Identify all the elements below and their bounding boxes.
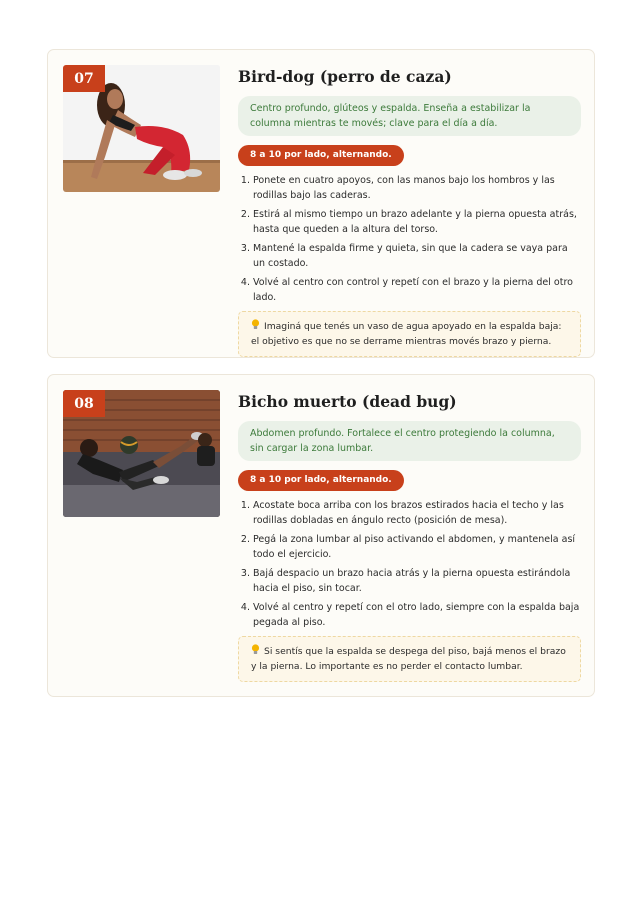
step-item: 2. Pegá la zona lumbar al piso activando el abdomen, y mantenela así todo el ejercicio.: [253, 532, 581, 562]
lightbulb-icon: [251, 644, 260, 655]
reps-badge: 8 a 10 por lado, alternando.: [238, 145, 404, 166]
focus-description: Abdomen profundo. Fortalece el centro protegiendo la columna, sin cargar la zona lumbar.: [238, 421, 581, 461]
step-item: 4. Volvé al centro y repetí con el otro lado, siempre con la espalda baja pegada al piso.: [253, 600, 581, 630]
steps-list: [238, 498, 581, 630]
tip-text: Si sentís que la espalda se despega del piso, bajá menos el brazo y la pierna. Lo importante es no perder el contacto lumbar.: [251, 646, 566, 672]
exercise-number: 08: [63, 390, 105, 417]
exercise-title: Bird-dog (perro de caza): [238, 67, 452, 86]
exercise-title: Bicho muerto (dead bug): [238, 392, 457, 411]
reps-badge: 8 a 10 por lado, alternando.: [238, 470, 404, 491]
exercise-card: [47, 49, 595, 358]
tip-text: Imaginá que tenés un vaso de agua apoyado en la espalda baja: el objetivo es que no se derrame mientras movés brazo y pierna.: [251, 321, 562, 347]
steps-list: [238, 173, 581, 305]
exercise-card: [47, 374, 595, 697]
step-item: 4. Volvé al centro con control y repetí con el brazo y la pierna del otro lado.: [253, 275, 581, 305]
exercise-number: 07: [63, 65, 105, 92]
exercise-photo: [63, 390, 220, 517]
step-item: 3. Mantené la espalda firme y quieta, sin que la cadera se vaya para un costado.: [253, 241, 581, 271]
step-item: 2. Estirá al mismo tiempo un brazo adelante y la pierna opuesta atrás, hasta que queden a la altura del torso.: [253, 207, 581, 237]
exercise-photo: [63, 65, 220, 192]
lightbulb-icon: [251, 319, 260, 330]
step-item: 1. Acostate boca arriba con los brazos estirados hacia el techo y las rodillas dobladas en ángulo recto (posición de mesa).: [253, 498, 581, 528]
tip-box: [238, 311, 581, 357]
step-item: 1. Ponete en cuatro apoyos, con las manos bajo los hombros y las rodillas bajo las caderas.: [253, 173, 581, 203]
step-item: 3. Bajá despacio un brazo hacia atrás y la pierna opuesta estirándola hacia el piso, sin tocar.: [253, 566, 581, 596]
tip-box: [238, 636, 581, 682]
focus-description: Centro profundo, glúteos y espalda. Enseña a estabilizar la columna mientras te movés; clave para el día a día.: [238, 96, 581, 136]
